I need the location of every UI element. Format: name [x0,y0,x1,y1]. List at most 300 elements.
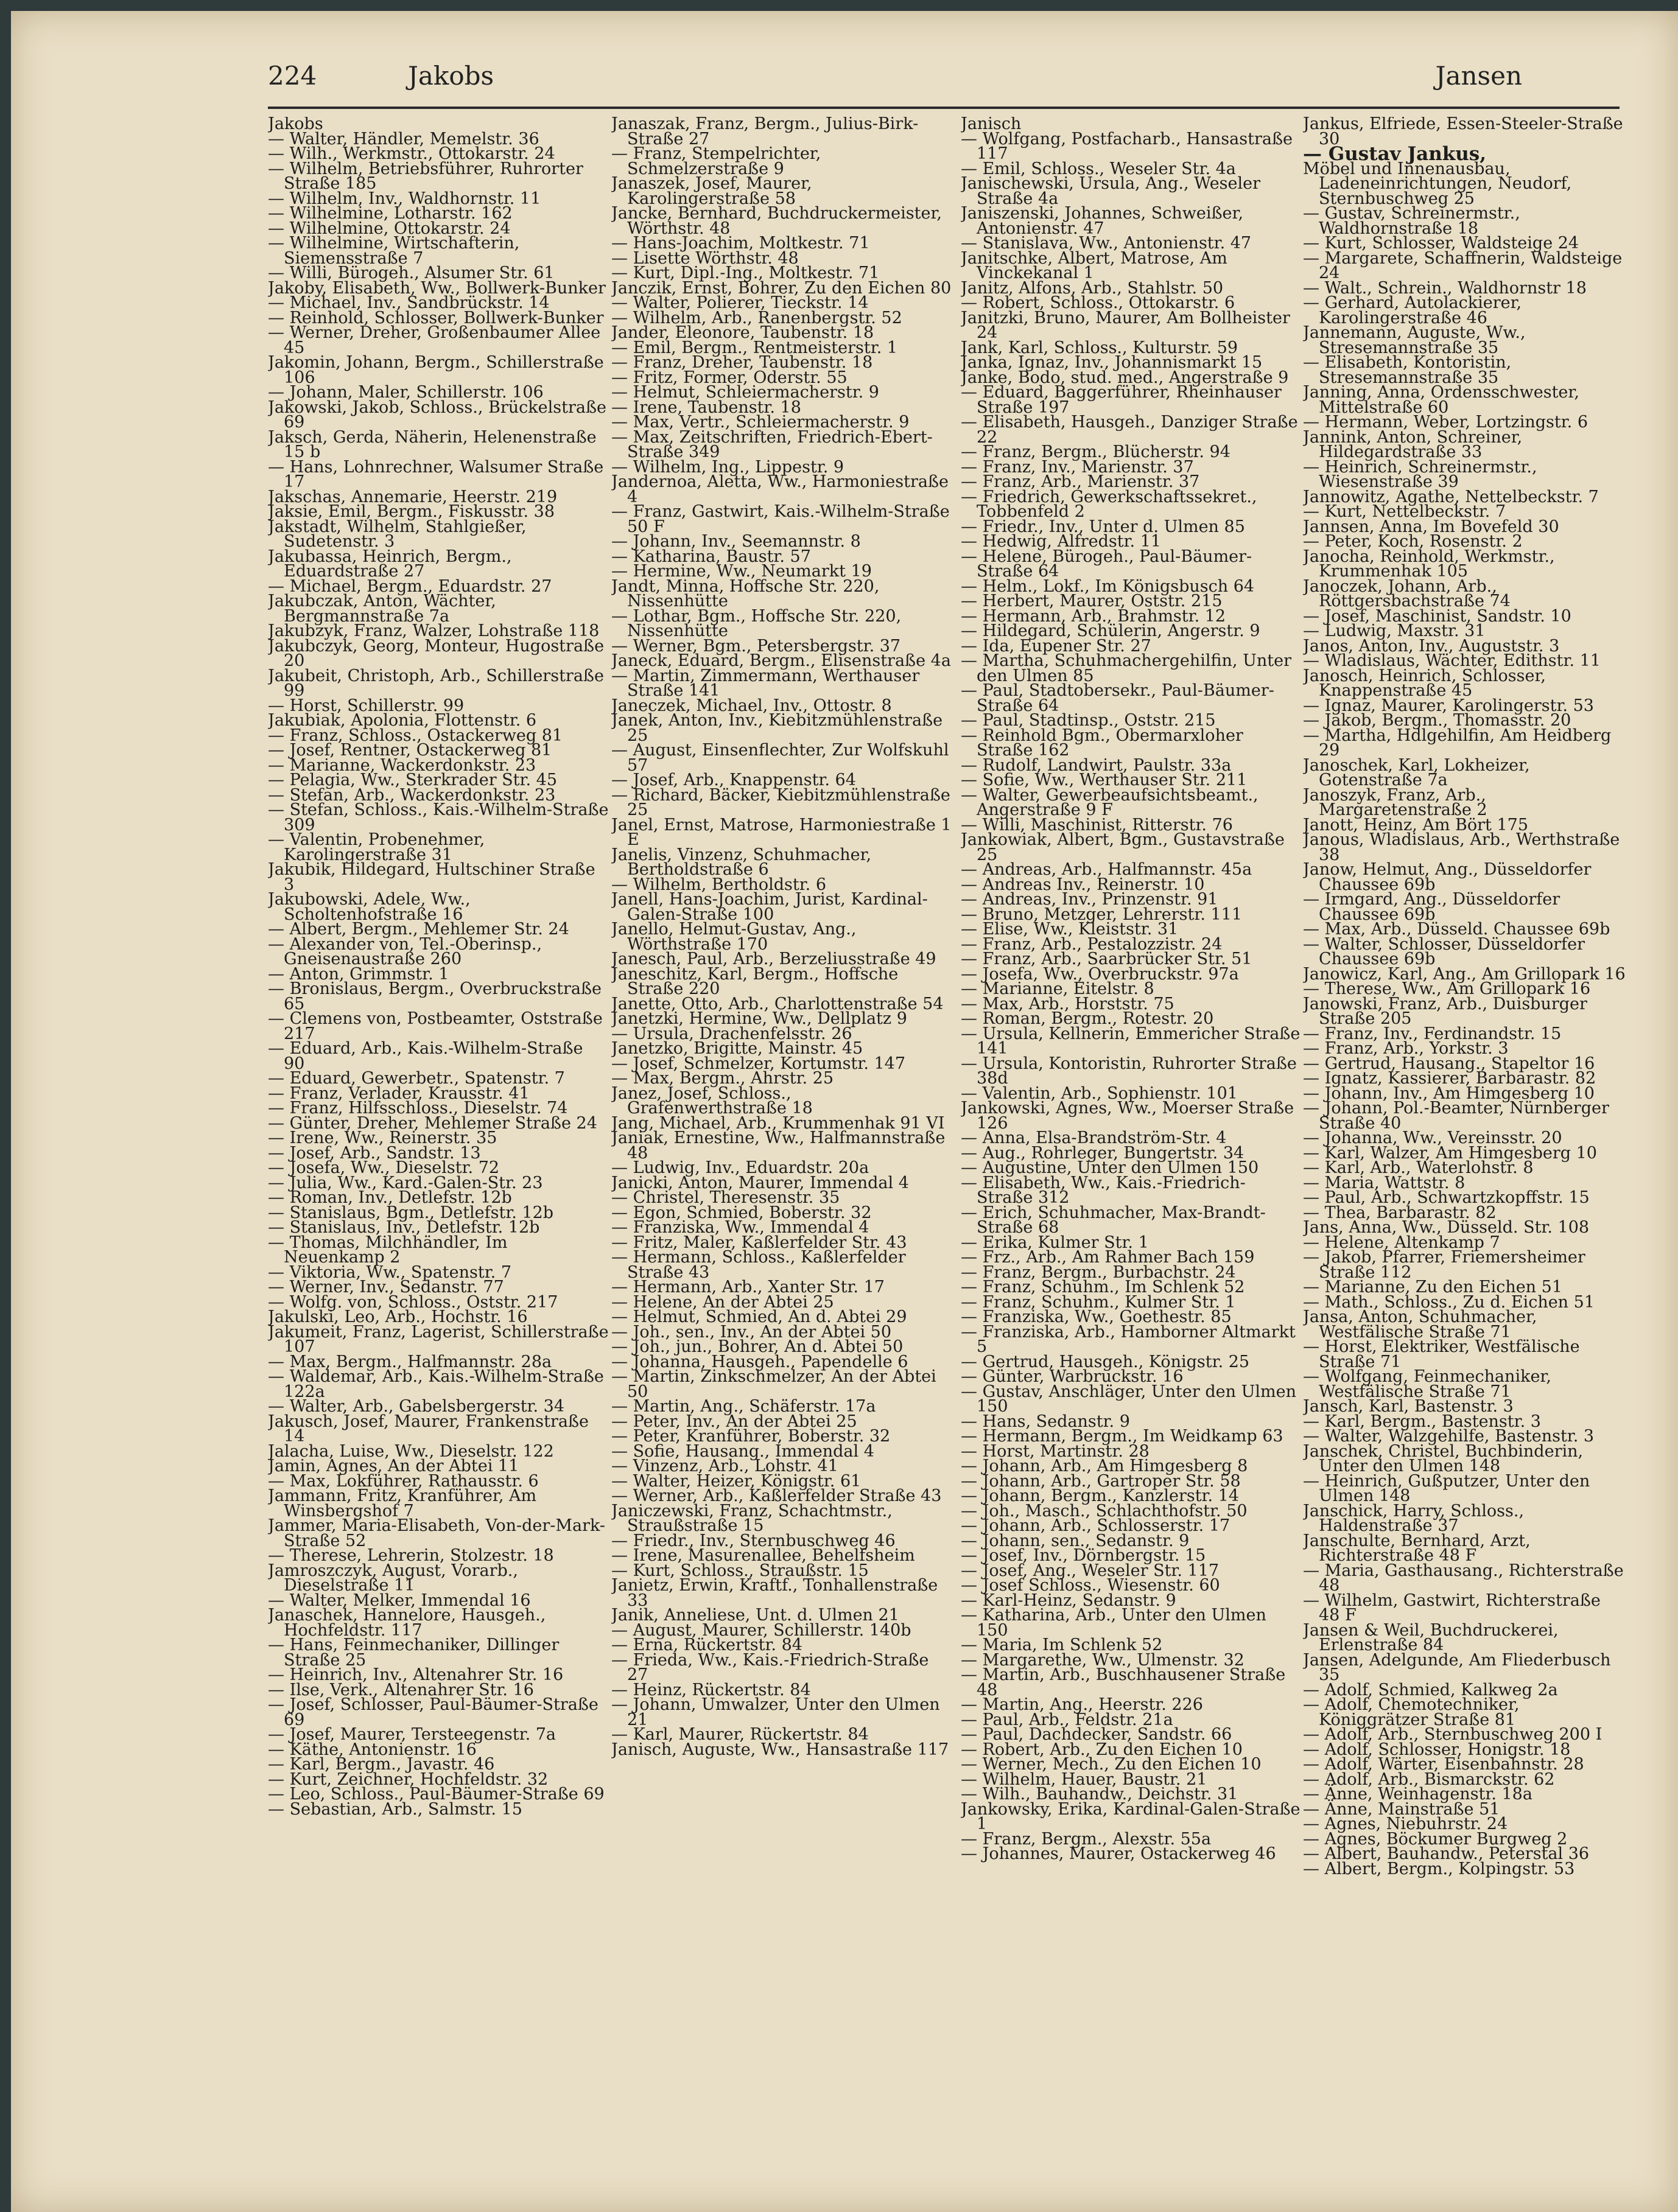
directory-entry: — Hedwig, Alfredstr. 11 [961,532,1162,551]
directory-entry: Jakstadt, Wilhelm, Stahlgießer, Sudetenstr. 3 [268,517,527,551]
directory-entry: — August, Einsenflechter, Zur Wolfskuhl 57 [611,741,949,775]
directory-entry: — Maria, Im Schlenk 52 [961,1636,1163,1654]
directory-entry: — Franz, Arb., Saarbrücker Str. 51 [961,950,1252,968]
directory-entry: Janiszenski, Johannes, Schweißer, Antonienstr. 47 [961,204,1244,238]
directory-entry: Jankus, Elfriede, Essen-Steeler-Straße 30 [1303,117,1623,149]
directory-entry: — Ida, Eupener Str. 27 [961,636,1151,656]
directory-entry: — Hans, Sedanstr. 9 [961,1412,1130,1431]
directory-entry: Janaszek, Josef, Maurer, Karolingerstraße 58 [611,174,812,208]
directory-entry: — Erna, Rückertstr. 84 [611,1636,802,1654]
directory-entry: — Franz, Dreher, Taubenstr. 18 [611,353,873,372]
directory-entry: — Günter, Dreher, Mehlemer Straße 24 [268,1113,597,1133]
directory-entry: — Max, Vertr., Schleiermacherstr. 9 [611,413,910,432]
directory-entry: — Franziska, Ww., Immendal 4 [611,1218,869,1237]
directory-entry: — Frieda, Ww., Kais.-Friedrich-Straße 27 [611,1650,929,1684]
directory-entry: Janell, Hans-Joachim, Jurist, Kardinal-Galen-Straße 100 [611,890,928,924]
directory-entry: — Franz, Schuhm., Kulmer Str. 1 [961,1292,1236,1312]
directory-entry: — Vinzenz, Arb., Lohstr. 41 [611,1457,838,1475]
directory-entry: — Anna, Elsa-Brandström-Str. 4 [961,1129,1227,1147]
header-first-name: Jakobs [408,61,494,91]
page-number: 224 [268,61,317,91]
directory-entry: — Walter, Walzgehilfe, Bastenstr. 3 [1303,1427,1595,1446]
directory-entry: — August, Maurer, Schillerstr. 140b [611,1620,911,1640]
directory-entry: — Emil, Bergm., Rentmeisterstr. 1 [611,338,898,357]
directory-entry: Jakomin, Johann, Bergm., Schillerstraße 106 [268,353,604,387]
directory-entry: — Erich, Schuhmacher, Max-Brandt-Straße 68 [961,1203,1266,1237]
directory-entry: — Franz, Schuhm., Im Schlenk 52 [961,1278,1245,1297]
directory-entry: — Emil, Schloss., Weseler Str. 4a [961,159,1236,178]
directory-entry: — Wolfg. von, Schloss., Oststr. 217 [268,1292,558,1312]
directory-entry: Jamroszczyk, August, Vorarb., Dieselstraße 11 [268,1561,518,1595]
directory-entry: — Valentin, Probenehmer, Karolingerstraße 31 [268,830,485,864]
directory-entry: — Lisette Wörthstr. 48 [611,248,799,268]
directory-entry: — Franz, Bergm., Blücherstr. 94 [961,443,1230,461]
directory-entry: — Adolf, Schlosser, Honigstr. 18 [1303,1740,1571,1759]
directory-entry: — Wilh., Werkmstr., Ottokarstr. 24 [268,144,555,163]
directory-entry: — Max, Bergm., Halfmannstr. 28a [268,1352,552,1371]
directory-entry: — Martin, Ang., Heerstr. 226 [961,1695,1203,1714]
directory-entry: — Irmgard, Ang., Düsseldorfer Chaussee 69b [1303,890,1560,924]
directory-entry: — Math., Schloss., Zu d. Eichen 51 [1303,1292,1595,1312]
directory-entry: — Elise, Ww., Kleiststr. 31 [961,920,1179,939]
directory-entry: — Helene, An der Abtei 25 [611,1292,834,1312]
directory-entry: — Max, Lokführer, Rathausstr. 6 [268,1471,539,1491]
directory-entry: — Helene, Altenkamp 7 [1303,1233,1500,1252]
directory-entry: Jakubczyk, Georg, Monteur, Hugostraße 20 [268,636,605,670]
directory-entry: — Johann, sen., Sedanstr. 9 [961,1531,1190,1550]
directory-entry: Janetzko, Brigitte, Mainstr. 45 [611,1039,863,1058]
directory-entry: — Hermann, Bergm., Im Weidkamp 63 [961,1427,1283,1446]
directory-entry: — Gertrud, Hausang., Stapeltor 16 [1303,1054,1595,1073]
directory-entry: — Valentin, Arb., Sophienstr. 101 [961,1083,1238,1103]
directory-entry: — Johann, Maler, Schillerstr. 106 [268,383,544,402]
directory-entry: — Max, Bergm., Ahrstr. 25 [611,1069,834,1088]
directory-entry: Janelis, Vinzenz, Schuhmacher, Bertholdstraße 6 [611,845,872,879]
directory-entry: — Martha, Schuhmachergehilfin, Unter den Ulmen 85 [961,651,1291,685]
directory-entry: Janez, Josef, Schloss., Grafenwerthstraße 18 [611,1083,813,1118]
directory-entry: — Wilhelm, Bertholdstr. 6 [611,875,827,894]
directory-entry: — Agnes, Böckumer Burgweg 2 [1303,1829,1568,1849]
directory-entry: Janka, Ignaz, Inv., Johannismarkt 15 [961,353,1263,372]
directory-entry: Jans, Anna, Ww., Düsseld. Str. 108 [1303,1218,1590,1237]
directory-entry: Jakubzyk, Franz, Walzer, Lohstraße 118 [268,621,600,640]
directory-entry: — Martin, Zimmermann, Werthauser Straße 141 [611,666,920,700]
directory-entry: Janos, Anton, Inv., Auguststr. 3 [1303,636,1560,656]
directory-entry: Janel, Ernst, Matrose, Harmoniestraße 1 E [611,815,952,849]
directory-entry: Jancke, Bernhard, Buchdruckermeister, Wörthstr. 48 [611,204,943,238]
directory-entry: — Josef, Inv., Dörnbergstr. 15 [961,1546,1206,1565]
directory-entry: — Marianne, Zu den Eichen 51 [1303,1278,1563,1297]
directory-entry: — Sebastian, Arb., Salmstr. 15 [268,1799,522,1819]
directory-entry: — Friedrich, Gewerkschaftssekret., Tobbenfeld 2 [961,487,1257,521]
directory-entry: Janaschek, Hannelore, Hausgeh., Hochfeldstr. 117 [268,1606,546,1640]
directory-entry: — Josefa, Ww., Dieselstr. 72 [268,1158,500,1177]
directory-entry: — Karl-Heinz, Sedanstr. 9 [961,1591,1176,1610]
directory-entry: Jankowski, Agnes, Ww., Moerser Straße 126 [961,1099,1294,1133]
directory-entry: — Leo, Schloss., Paul-Bäumer-Straße 69 [268,1785,605,1804]
directory-entry: — Joh., Masch., Schlachthofstr. 50 [961,1501,1248,1521]
directory-entry: — Gustav, Schreinermstr., Waldhornstraße 18 [1303,204,1520,238]
directory-entry: — Maria, Gasthausang., Richterstraße 48 [1303,1561,1624,1595]
directory-entry: — Wilhelmine, Wirtschafterin, Siemensstraße 7 [268,234,520,268]
directory-entry: — Josef, Schmelzer, Kortumstr. 147 [611,1054,906,1073]
directory-entry: Janosch, Heinrich, Schlosser, Knappenstraße 45 [1303,666,1546,700]
directory-entry: Janoszyk, Franz, Arb., Margaretenstraße 2 [1303,785,1487,819]
directory-entry: Janek, Anton, Inv., Kiebitzmühlenstraße 25 [611,711,943,745]
directory-entry: Jakubik, Hildegard, Hultschiner Straße 3 [268,860,595,894]
directory-entry: — Bronislaus, Bergm., Overbruckstraße 65 [268,979,602,1013]
column-4 [1303,117,1626,2199]
directory-entry: Jander, Eleonore, Taubenstr. 18 [611,323,874,342]
directory-entry: — Frz., Arb., Am Rahmer Bach 159 [961,1248,1255,1267]
directory-entry: — Johann, Arb., Gartroper Str. 58 [961,1471,1241,1491]
directory-entry: Janeck, Eduard, Bergm., Elisenstraße 4a [611,651,951,670]
directory-entry: — Willi, Maschinist, Ritterstr. 76 [961,815,1233,835]
directory-entry: — Ignaz, Maurer, Karolingerstr. 53 [1303,696,1594,715]
directory-entry: — Martin, Zinkschmelzer, An der Abtei 50 [611,1367,936,1401]
directory-entry: Jankowsky, Erika, Kardinal-Galen-Straße 1 [961,1799,1301,1833]
directory-entry: Janello, Helmut-Gustav, Ang., Wörthstraße 170 [611,920,857,954]
directory-entry: — Horst, Schillerstr. 99 [268,696,465,715]
directory-entry: Jaksch, Gerda, Näherin, Helenenstraße 15 b [268,427,597,461]
directory-entry: Janiak, Ernestine, Ww., Halfmannstraße 48 [611,1129,946,1163]
directory-entry: Jakobs [268,117,323,133]
directory-entry: — Walter, Melker, Immendal 16 [268,1591,531,1610]
directory-entry: Janitschke, Albert, Matrose, Am Vinckekanal 1 [961,248,1227,282]
directory-entry: Jannink, Anton, Schreiner, Hildegardstraße 33 [1303,427,1523,461]
directory-entry: — Augustine, Unter den Ulmen 150 [961,1158,1259,1177]
directory-entry: — Bruno, Metzger, Lehrerstr. 111 [961,905,1243,924]
directory-entry: — Josef, Maschinist, Sandstr. 10 [1303,606,1571,626]
directory-entry: — Wilhelm, Betriebsführer, Ruhrorter Straße 185 [268,159,583,193]
directory-entry: — Johann, Umwalzer, Unter den Ulmen 21 [611,1695,940,1729]
column-1 [268,117,609,2199]
directory-entry: — Helene, Bürogeh., Paul-Bäumer-Straße 64 [961,547,1252,581]
directory-entry: — Günter, Warbruckstr. 16 [961,1367,1184,1386]
directory-entry: Jansen, Adelgunde, Am Fliederbusch 35 [1303,1650,1611,1684]
directory-entry: — Franziska, Ww., Goethestr. 85 [961,1307,1232,1326]
directory-entry: Janetzki, Hermine, Ww., Dellplatz 9 [611,1009,907,1028]
directory-entry: — Michael, Bergm., Eduardstr. 27 [268,576,552,596]
directory-entry: — Paul, Arb., Feldstr. 21a [961,1710,1173,1729]
directory-entry: — Johann, Inv., Seemannstr. 8 [611,532,861,551]
directory-entry: — Wladislaus, Wächter, Edithstr. 11 [1303,651,1601,670]
directory-entry: — Karl, Walzer, Am Himgesberg 10 [1303,1143,1597,1163]
directory-entry: — Max, Zeitschriften, Friedrich-Ebert-Straße 349 [611,427,933,461]
directory-entry: — Eduard, Baggerführer, Rheinhauser Straße 197 [961,383,1282,417]
directory-entry: Jannemann, Auguste, Ww., Stresemannstraße 35 [1303,323,1526,357]
directory-entry: Janowicz, Karl, Ang., Am Grillopark 16 [1303,964,1626,984]
directory-entry: — Käthe, Antonienstr. 16 [268,1740,477,1759]
directory-entry: — Franz, Gastwirt, Kais.-Wilhelm-Straße 50 F [611,502,950,536]
directory-entry: Janischewski, Ursula, Ang., Weseler Straße 4a [961,174,1261,208]
directory-entry: — Christel, Theresenstr. 35 [611,1188,840,1207]
directory-entry: — Albert, Bergm., Kolpingstr. 53 [1303,1859,1575,1878]
directory-entry: Jansa, Anton, Schuhmacher, Westfälische Straße 71 [1303,1307,1537,1342]
directory-entry: Jakschas, Annemarie, Heerstr. 219 [268,487,558,506]
directory-entry: Janeschitz, Karl, Bergm., Hoffsche Straße 220 [611,964,899,998]
directory-entry: Janowski, Franz, Arb., Duisburger Straße 205 [1303,994,1587,1028]
directory-entry: — Jakob, Pfarrer, Friemersheimer Straße 112 [1303,1248,1585,1282]
directory-entry: — Stanislaus, Inv., Detlefstr. 12b [268,1218,540,1237]
directory-entry: — Rudolf, Landwirt, Paulstr. 33a [961,755,1232,775]
directory-entry: — Jakob, Bergm., Thomasstr. 20 [1303,711,1571,730]
directory-entry: Janott, Heinz, Am Bört 175 [1303,815,1529,835]
directory-entry: — Heinrich, Schreinermstr., Wiesenstraße 39 [1303,457,1537,491]
directory-entry: — Werner, Arb., Kaßlerfelder Straße 43 [611,1486,942,1505]
directory-entry: — Josef, Arb., Knappenstr. 64 [611,771,856,789]
directory-entry: Janke, Bodo, stud. med., Angerstraße 9 [961,368,1289,387]
directory-entry: — Josef, Schlosser, Paul-Bäumer-Straße 69 [268,1695,599,1729]
directory-entry: — Wilhelm, Inv., Waldhornstr. 11 [268,189,541,208]
directory-entry: — Eduard, Arb., Kais.-Wilhelm-Straße 90 [268,1039,583,1073]
directory-entry: — Adolf, Arb., Bismarckstr. 62 [1303,1769,1555,1789]
directory-entry: — Änne, Weinhagenstr. 18a [1303,1785,1532,1804]
directory-entry: — Katharina, Arb., Unter den Ulmen 150 [961,1606,1266,1640]
directory-entry: — Elisabeth, Ww., Kais.-Friedrich-Straße 312 [961,1173,1246,1207]
directory-entry: — Adolf, Arb., Sternbuschweg 200 I [1303,1725,1603,1744]
directory-entry: Jannsen, Anna, Im Bovefeld 30 [1303,517,1559,536]
directory-entry: — Stefan, Schloss., Kais.-Wilhelm-Straße 309 [268,800,609,835]
directory-entry: Janning, Anna, Ordensschwester, Mittelstraße 60 [1303,383,1579,417]
directory-entry: — Johanna, Ww., Vereinsstr. 20 [1303,1129,1562,1147]
directory-entry: — Franz, Bergm., Burbachstr. 24 [961,1262,1236,1282]
directory-entry: — Franz, Arb., Yorkstr. 3 [1303,1039,1509,1058]
directory-entry: Janschek, Christel, Buchbinderin, Unter den Ulmen 148 [1303,1441,1584,1475]
directory-entry: — Wilhelmine, Ottokarstr. 24 [268,219,511,238]
directory-entry: — Walter, Polierer, Tieckstr. 14 [611,293,869,312]
directory-entry: — Karl, Bergm., Javastr. 46 [268,1755,495,1774]
directory-entry: Janesch, Paul, Arb., Berzeliusstraße 49 [611,950,936,968]
directory-entry: — Martha, Hdlgehilfin, Am Heidberg 29 [1303,726,1612,760]
directory-entry: — Egon, Schmied, Boberstr. 32 [611,1203,872,1222]
directory-entry: — Johann, Inv., Am Himgesberg 10 [1303,1083,1595,1103]
directory-entry: — Kurt, Nettelbeckstr. 7 [1303,502,1506,521]
directory-entry: — Margarethe, Ww., Ulmenstr. 32 [961,1650,1244,1670]
directory-entry: Janitzki, Bruno, Maurer, Am Bollheister 24 [961,308,1290,342]
directory-entry: — Max, Arb., Horststr. 75 [961,994,1174,1013]
directory-entry: Jansch, Karl, Bastenstr. 3 [1303,1397,1514,1416]
directory-entry: — Stefan, Arb., Wackerdonkstr. 23 [268,785,556,805]
directory-entry: — Werner, Mech., Zu den Eichen 10 [961,1755,1262,1774]
directory-entry: — Gustav Jankus, [1303,143,1487,165]
directory-entry: — Hermann, Weber, Lortzingstr. 6 [1303,413,1588,432]
directory-entry: — Johann, Pol.-Beamter, Nürnberger Straße 40 [1303,1099,1609,1133]
directory-entry: — Josef, Ang., Weseler Str. 117 [961,1561,1220,1580]
directory-entry: Janeczek, Michael, Inv., Ottostr. 8 [611,696,892,715]
directory-entry: — Ludwig, Inv., Eduardstr. 20a [611,1158,869,1177]
directory-entry: — Kurt, Zeichner, Hochfeldstr. 32 [268,1769,549,1789]
directory-entry: — Ursula, Drachenfelsstr. 26 [611,1024,852,1043]
directory-entry: — Gertrud, Hausgeh., Königstr. 25 [961,1352,1250,1371]
directory-entry: Jakoby, Elisabeth, Ww., Bollwerk-Bunker [268,278,606,298]
directory-entry: — Heinrich, Inv., Altenahrer Str. 16 [268,1665,564,1684]
directory-entry: — Margarete, Schaffnerin, Waldsteige 24 [1303,248,1623,282]
directory-entry: — Ursula, Kellnerin, Emmericher Straße 141 [961,1024,1301,1058]
directory-entry: — Peter, Kranführer, Boberstr. 32 [611,1427,891,1446]
directory-entry: — Irene, Masurenallee, Behelfsheim [611,1546,915,1565]
directory-entry: — Willi, Bürogeh., Alsumer Str. 61 [268,264,555,282]
directory-entry: — Peter, Koch, Rosenstr. 2 [1303,532,1523,551]
directory-entry: Janisch [961,117,1022,133]
directory-entry: — Wolfgang, Feinmechaniker, Westfälische Straße 71 [1303,1367,1551,1401]
directory-entry: — Werner, Bgm., Petersbergstr. 37 [611,636,901,656]
directory-entry: Janschulte, Bernhard, Arzt, Richterstraße 48 F [1303,1531,1531,1565]
directory-entry: Janitz, Alfons, Arb., Stahlstr. 50 [961,278,1224,298]
directory-entry: — Friedr., Inv., Unter d. Ulmen 85 [961,517,1245,536]
directory-entry: — Albert, Bauhandw., Peterstal 36 [1303,1844,1590,1863]
directory-entry: — Andreas, Arb., Halfmannstr. 45a [961,860,1252,879]
directory-entry: Janette, Otto, Arb., Charlottenstraße 54 [611,994,944,1013]
directory-entry: — Josef, Arb., Sandstr. 13 [268,1143,481,1163]
directory-entry: — Stanislaus, Bgm., Detlefstr. 12b [268,1203,554,1222]
directory-entry: Janoczek, Johann, Arb., Röttgersbachstraße 74 [1303,576,1511,611]
directory-entry: — Helm., Lokf., Im Königsbusch 64 [961,576,1255,596]
directory-entry: Janous, Wladislaus, Arb., Werthstraße 38 [1303,830,1620,864]
directory-entry: — Gustav, Anschläger, Unter den Ulmen 150 [961,1382,1296,1416]
directory-entry: — Josef, Rentner, Ostackerweg 81 [268,741,552,760]
directory-entry: — Josef Schloss., Wiesenstr. 60 [961,1576,1220,1595]
directory-entry: Janczik, Ernst, Bohrer, Zu den Eichen 80 [611,278,952,298]
header-last-name: Jansen [1435,61,1522,91]
directory-entry: — Katharina, Baustr. 57 [611,547,811,566]
directory-entry: Jalacha, Luise, Ww., Dieselstr. 122 [268,1441,554,1461]
directory-entry: — Roman, Bergm., Rotestr. 20 [961,1009,1214,1028]
directory-entry: — Änne, Mainstraße 51 [1303,1799,1500,1819]
directory-entry: Janik, Anneliese, Unt. d. Ulmen 21 [611,1606,899,1625]
directory-entry: — Elisabeth, Hausgeh., Danziger Straße 22 [961,413,1298,447]
directory-entry: — Michael, Inv., Sandbrückstr. 14 [268,293,550,312]
directory-entry: — Wilhelm, Gastwirt, Richterstraße 48 F [1303,1591,1601,1625]
directory-entry: — Johann, Bergm., Kanzlerstr. 14 [961,1486,1240,1505]
directory-entry: — Hans, Feinmechaniker, Dillinger Straße 25 [268,1636,560,1670]
directory-entry: Jandt, Minna, Hoffsche Str. 220, Nissenhütte [611,576,880,611]
directory-entry: Janicki, Anton, Maurer, Immendal 4 [611,1173,909,1192]
directory-entry: — Kurt, Dipl.-Ing., Moltkestr. 71 [611,264,880,282]
directory-entry: — Josef, Maurer, Tersteegenstr. 7a [268,1725,556,1744]
directory-entry: — Irene, Taubenstr. 18 [611,397,801,417]
directory-entry: — Agnes, Niebuhrstr. 24 [1303,1815,1508,1833]
directory-entry: — Fritz, Former, Oderstr. 55 [611,368,848,387]
directory-entry: — Josefa, Ww., Overbruckstr. 97a [961,964,1239,984]
directory-entry: — Wilhelmine, Lotharstr. 162 [268,204,513,223]
directory-entry: Jandernoa, Aletta, Ww., Harmoniestraße 4 [611,472,949,506]
directory-entry: — Franz, Stempelrichter, Schmelzerstraße 9 [611,144,821,178]
directory-entry: Jakusch, Josef, Maurer, Frankenstraße 14 [268,1412,589,1446]
directory-entry: — Karl, Maurer, Rückertstr. 84 [611,1725,869,1744]
directory-entry: — Hermine, Ww., Neumarkt 19 [611,562,872,581]
directory-entry: — Andreas, Inv., Prinzenstr. 91 [961,890,1218,909]
directory-entry: — Franz, Arb., Pestalozzistr. 24 [961,934,1223,954]
directory-entry: — Walter, Schlosser, Düsseldorfer Chaussee 69b [1303,934,1585,968]
header-rule [268,107,1620,109]
directory-entry: — Karl, Arb., Waterlohstr. 8 [1303,1158,1534,1177]
directory-entry: Jamin, Agnes, An der Abtei 11 [268,1457,519,1475]
column-3 [961,117,1302,2199]
directory-entry: Jammer, Maria-Elisabeth, Von-der-Mark-Straße 52 [268,1516,606,1550]
directory-entry: — Andreas Inv., Reinerstr. 10 [961,875,1205,894]
directory-entry: — Werner, Dreher, Großenbaumer Allee 45 [268,323,601,357]
directory-entry: Jansen & Weil, Buchdruckerei, Erlenstraße 84 [1303,1620,1559,1654]
directory-entry: — Friedr., Inv., Sternbuschweg 46 [611,1531,896,1550]
directory-entry: — Wolfgang, Postfacharb., Hansastraße 117 [961,129,1293,163]
directory-entry: — Reinhold Bgm., Obermarxloher Straße 162 [961,726,1243,760]
directory-entry: — Helmut, Schleiermacherstr. 9 [611,383,879,402]
directory-entry: Möbel und Innenausbau, Ladeneinrichtungen, Neudorf, Sternbuschweg 25 [1303,159,1572,208]
directory-entry: — Kurt, Schloss., Straußstr. 15 [611,1561,869,1580]
directory-entry: — Robert, Arb., Zu den Eichen 10 [961,1740,1243,1759]
directory-entry: — Therese, Ww., Am Grillopark 16 [1303,979,1591,998]
directory-entry: Jakumeit, Franz, Lagerist, Schillerstraße 107 [268,1322,609,1356]
directory-entry: Jang, Michael, Arb., Krummenhak 91 VI [611,1113,945,1133]
directory-entry: — Therese, Lehrerin, Stolzestr. 18 [268,1546,554,1565]
directory-entry: — Roman, Inv., Detlefstr. 12b [268,1188,512,1207]
directory-entry: — Waldemar, Arb., Kais.-Wilhelm-Straße 122a [268,1367,604,1401]
directory-entry: Jammann, Fritz, Kranführer, Am Winsbergshof 7 [268,1486,537,1521]
directory-entry: — Hermann, Arb., Xanter Str. 17 [611,1278,885,1297]
directory-entry: — Adolf, Schmied, Kalkweg 2a [1303,1680,1558,1699]
directory-entry: — Marianne, Wackerdonkstr. 23 [268,755,536,775]
directory-entry: — Paul, Stadtobersekr., Paul-Bäumer-Straße 64 [961,681,1274,715]
directory-entry: — Herbert, Maurer, Oststr. 215 [961,592,1223,611]
directory-entry: — Max, Arb., Düsseld. Chaussee 69b [1303,920,1610,939]
directory-entry: — Lothar, Bgm., Hoffsche Str. 220, Nissenhütte [611,606,902,640]
directory-entry: — Eduard, Gewerbetr., Spatenstr. 7 [268,1069,565,1088]
directory-entry: — Sofie, Hausang., Immendal 4 [611,1441,874,1461]
directory-entry: Janiczewski, Franz, Schachtmstr., Straußstraße 15 [611,1501,893,1535]
directory-entry: — Karl, Bergm., Bastenstr. 3 [1303,1412,1541,1431]
directory-entry: — Franz, Inv., Ferdinandstr. 15 [1303,1024,1562,1043]
directory-entry: — Hans, Lohnrechner, Walsumer Straße 17 [268,457,604,491]
directory-entry: — Robert, Schloss., Ottokarstr. 6 [961,293,1235,312]
directory-entry: — Albert, Bergm., Mehlemer Str. 24 [268,920,569,939]
directory-entry: — Ursula, Kontoristin, Ruhrorter Straße 38d [961,1054,1297,1088]
directory-entry: — Helmut, Schmied, An d. Abtei 29 [611,1307,907,1326]
directory-entry: — Walter, Händler, Memelstr. 36 [268,129,539,149]
directory-entry: — Martin, Ang., Schäferstr. 17a [611,1397,876,1416]
directory-entry: — Wilhelm, Arb., Ranenbergstr. 52 [611,308,902,327]
directory-entry: — Johann, Arb., Am Himgesberg 8 [961,1457,1248,1475]
directory-entry: — Ilse, Verk., Altenahrer Str. 16 [268,1680,534,1699]
directory-entry: — Adolf, Wärter, Eisenbahnstr. 28 [1303,1755,1584,1774]
directory-entry: — Werner, Inv., Sedanstr. 77 [268,1278,504,1297]
directory-entry: — Maria, Wattstr. 8 [1303,1173,1466,1192]
directory-entry: — Franziska, Arb., Hamborner Altmarkt 5 [961,1322,1296,1356]
directory-entry: — Sofie, Ww., Werthauser Str. 211 [961,771,1248,789]
directory-entry: — Hermann, Schloss., Kaßlerfelder Straße 43 [611,1248,906,1282]
directory-entry: — Thea, Barbarastr. 82 [1303,1203,1497,1222]
directory-entry: — Elisabeth, Kontoristin, Stresemannstraße 35 [1303,353,1512,387]
directory-entry: — Horst, Elektriker, Westfälische Straße 71 [1303,1337,1580,1371]
directory-entry: — Reinhold, Schlosser, Bollwerk-Bunker [268,308,604,327]
directory-entry: — Richard, Bäcker, Kiebitzmühlenstraße 25 [611,785,950,819]
directory-entry: — Aug., Rohrleger, Bungertstr. 34 [961,1143,1244,1163]
directory-entry: — Franz, Bergm., Alexstr. 55a [961,1829,1212,1849]
directory-entry: Janietz, Erwin, Kraftf., Tonhallenstraße 33 [611,1576,938,1610]
page-header [268,61,1522,97]
directory-entry: — Marianne, Eitelstr. 8 [961,979,1154,998]
directory-entry: — Fritz, Maler, Kaßlerfelder Str. 43 [611,1233,907,1252]
directory-entry: Janocha, Reinhold, Werkmstr., Krummenhak 105 [1303,547,1555,581]
directory-entry: — Franz, Schloss., Ostackerweg 81 [268,726,563,745]
directory-entry: — Martin, Arb., Buschhausener Straße 48 [961,1665,1286,1699]
directory-entry: — Hermann, Arb., Brahmstr. 12 [961,606,1226,626]
directory-entry: — Wilhelm, Ing., Lippestr. 9 [611,457,844,477]
directory-entry: Jakowski, Jakob, Schloss., Brückelstraße 69 [268,397,606,432]
directory-entry: — Franz, Verlader, Krausstr. 41 [268,1083,530,1103]
directory-entry: Jaksie, Emil, Bergm., Fiskusstr. 38 [268,502,555,521]
directory-entry: Janisch, Auguste, Ww., Hansastraße 117 [611,1740,949,1759]
